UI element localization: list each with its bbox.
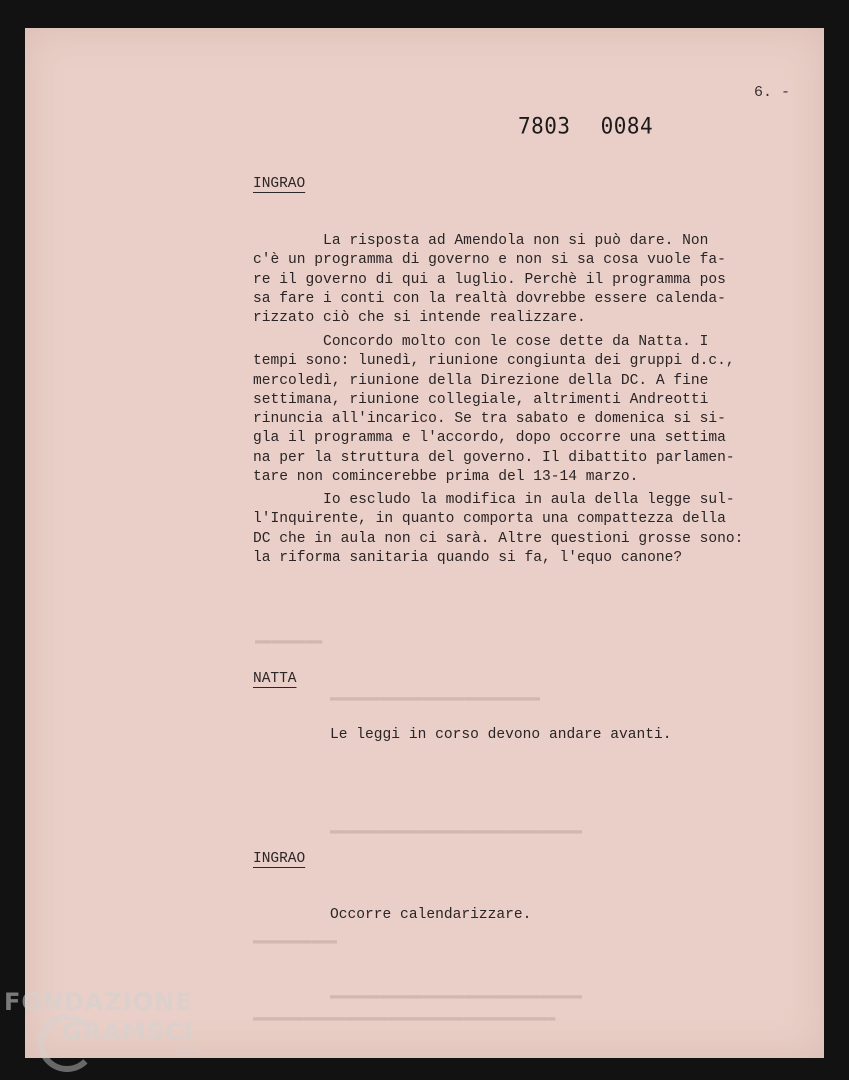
bleed-through-text: ▬▬▬▬▬▬▬▬ (255, 633, 323, 649)
watermark-line-2: GRAMSCI (62, 1018, 194, 1046)
bleed-through-text: ▬▬▬▬▬▬▬▬▬▬ (253, 933, 338, 949)
speaker-heading-ingrao-2: INGRAO (253, 851, 306, 867)
bleed-through-text: ▬▬▬▬▬▬▬▬▬▬▬▬▬▬▬▬▬▬▬▬▬▬▬▬▬▬▬▬▬▬ (330, 823, 583, 839)
stamp-code-right: 0084 (600, 113, 654, 139)
page-number: 6. - (754, 84, 791, 101)
watermark-line-3: onlus (174, 1048, 201, 1059)
paragraph-1: La risposta ad Amendola non si può dare. Non c'è un programma di governo e non si sa cosa vuole fa- re il governo di qui a luglio. Perchè il programma pos sa fare i conti con la realtà dovrebbe essere calenda- rizzato ciò che si intende realizzare. (253, 233, 726, 327)
archive-stamp (518, 113, 653, 138)
paragraph-3: Io escludo la modifica in aula della legge sul- l'Inquirente, in quanto comporta una compattezza della DC che in aula non ci sarà. Altre questioni grosse sono: la riforma sanitaria quando si fa, l'equo canone? (253, 492, 744, 566)
bleed-through-text: ▬▬▬▬▬▬▬▬▬▬▬▬▬▬▬▬▬▬▬▬▬▬▬▬▬▬▬▬▬▬ (330, 988, 583, 1004)
speaker-heading-natta: NATTA (253, 671, 297, 687)
speaker-heading-ingrao: INGRAO (253, 176, 306, 192)
natta-statement: Le leggi in corso devono andare avanti. (330, 727, 672, 743)
bleed-through-text: ▬▬▬▬▬▬▬▬▬▬▬▬▬▬▬▬▬▬▬▬▬▬▬▬▬▬▬▬▬▬▬▬▬▬▬▬ (253, 1010, 556, 1026)
document-page (25, 28, 824, 1058)
bleed-through-text: ▬▬▬▬▬▬▬▬▬▬▬▬▬▬▬▬▬▬▬▬▬▬▬▬▬ (330, 690, 541, 706)
fondazione-gramsci-watermark-logo (4, 988, 201, 1059)
stamp-code-left: 7803 (518, 113, 571, 139)
watermark-line-1: FONDAZIONE (4, 988, 193, 1016)
ingrao-statement: Occorre calendarizzare. (330, 907, 532, 923)
paragraph-2: Concordo molto con le cose dette da Natta. I tempi sono: lunedì, riunione congiunta dei gruppi d.c., mercoledì, riunione della Direzione della DC. A fine settimana, riunione collegiale, altrimenti Andreotti rinuncia all'incarico. Se tra sabato e domenica si si- gla il programma e l'accordo, dopo occorre una settima na per la struttura del governo. Il dibattito parlamen- tare non comincerebbe prima del 13-14 marzo. (253, 334, 735, 486)
